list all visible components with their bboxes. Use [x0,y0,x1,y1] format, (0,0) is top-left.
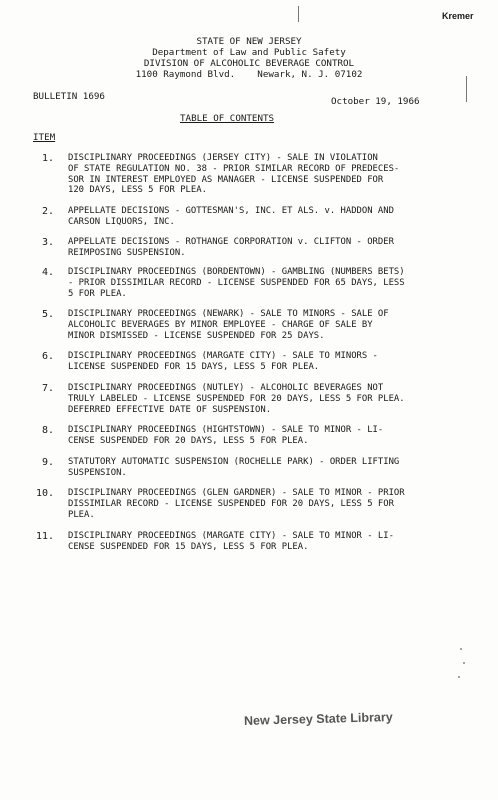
item-text: DISCIPLINARY PROCEEDINGS (MARGATE CITY) - SALE TO MINOR - LI- CENSE SUSPENDED FOR 15 DAYS, LESS 5 FOR PLEA. [68,531,394,552]
item-text: APPELLATE DECISIONS - ROTHANGE CORPORATION v. CLIFTON - ORDER REIMPOSING SUSPENSION. [68,237,394,258]
toc-title: TABLE OF CONTENTS [180,113,275,124]
item-number: 11. [35,531,54,542]
header-line-1: STATE OF NEW JERSEY [196,36,302,47]
item-heading: ITEM [33,132,56,143]
item-text: DISCIPLINARY PROCEEDINGS (NEWARK) - SALE TO MINORS - SALE OF ALCOHOLIC BEVERAGES BY MINOR EMPLOYEE - CHARGE OF SALE BY MINOR DISMISSED - LICENSE SUSPENDED FOR 25 DAYS. [68,309,389,341]
item-number: 2. [41,206,54,217]
item-text: DISCIPLINARY PROCEEDINGS (JERSEY CITY) - SALE IN VIOLATION OF STATE REGULATION NO. 38 - PRIOR SIMILAR RECORD OF PREDECES- SOR IN INTEREST EMPLOYED AS MANAGER - LICENSE SUSPENDED FOR 120 DAYS, LESS 5 FOR PLEA. [68,153,400,196]
item-number: 6. [41,351,54,362]
bulletin-date: October 19, 1966 [331,96,420,107]
item-number: 1. [41,153,54,164]
library-stamp: New Jersey State Library [243,710,393,728]
item-text: DISCIPLINARY PROCEEDINGS (MARGATE CITY) - SALE TO MINORS - LICENSE SUSPENDED FOR 15 DAYS, LESS 5 FOR PLEA. [68,351,378,372]
header-line-4: 1100 Raymond Blvd. Newark, N. J. 07102 [135,69,363,80]
item-text: APPELLATE DECISIONS - GOTTESMAN'S, INC. ET ALS. v. HADDON AND CARSON LIQUORS, INC. [68,206,394,227]
item-text: DISCIPLINARY PROCEEDINGS (GLEN GARDNER) - SALE TO MINOR - PRIOR DISSIMILAR RECORD - LICENSE SUSPENDED FOR 20 DAYS, LESS 5 FOR PLEA. [68,488,405,520]
item-number: 5. [41,309,54,320]
item-number: 3. [41,237,54,248]
bulletin-number: BULLETIN 1696 [33,91,105,102]
item-text: DISCIPLINARY PROCEEDINGS (NUTLEY) - ALCOHOLIC BEVERAGES NOT TRULY LABELED - LICENSE SUSPENDED FOR 20 DAYS, LESS 5 FOR PLEA. DEFERRED EFFECTIVE DATE OF SUSPENSION. [68,383,405,415]
item-number: 7. [41,383,54,394]
paper-speck [463,662,465,664]
paper-speck [460,648,462,650]
item-number: 9. [41,457,54,468]
item-number: 10. [35,488,54,499]
item-number: 8. [41,425,54,436]
item-text: DISCIPLINARY PROCEEDINGS (HIGHTSTOWN) - SALE TO MINOR - LI- CENSE SUSPENDED FOR 20 DAYS, LESS 5 FOR PLEA. [68,425,384,446]
item-number: 4. [41,267,54,278]
corner-note: Kremer [442,11,474,21]
header-line-2: Department of Law and Public Safety [152,47,346,58]
item-text: DISCIPLINARY PROCEEDINGS (BORDENTOWN) - GAMBLING (NUMBERS BETS) - PRIOR DISSIMILAR RECORD - LICENSE SUSPENDED FOR 65 DAYS, LESS 5 FOR PLEA. [68,267,405,299]
paper-mark [298,6,299,22]
header-line-3: DIVISION OF ALCOHOLIC BEVERAGE CONTROL [143,58,355,69]
item-text: STATUTORY AUTOMATIC SUSPENSION (ROCHELLE PARK) - ORDER LIFTING SUSPENSION. [68,457,400,478]
paper-speck [458,676,460,678]
